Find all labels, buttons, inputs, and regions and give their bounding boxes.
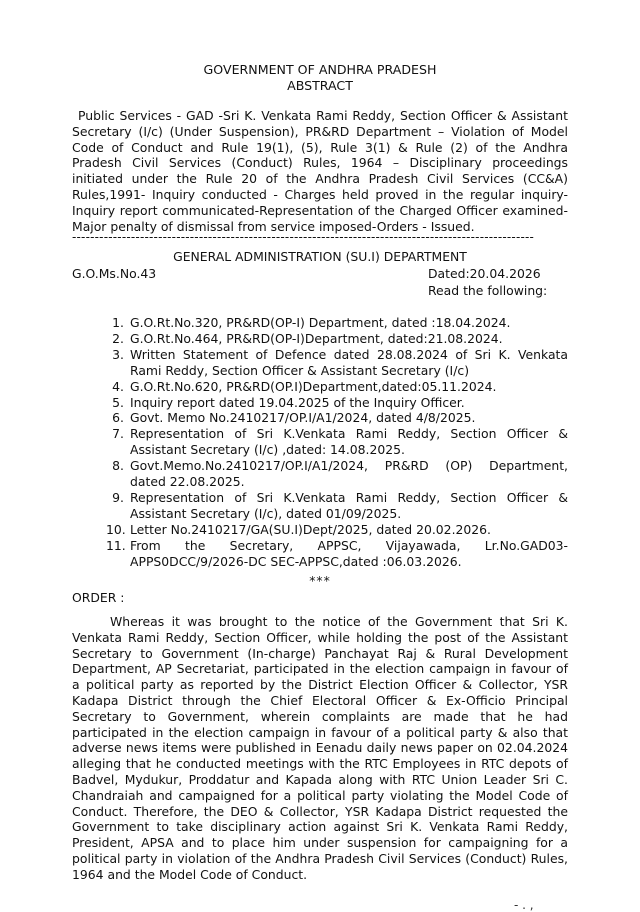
- government-title: GOVERNMENT OF ANDHRA PRADESH: [203, 62, 437, 77]
- reference-number: 3.: [112, 346, 124, 362]
- reference-number: 1.: [112, 315, 124, 330]
- reference-text: Representation of Sri K.Venkata Rami Reddy, Section Officer & Assistant Secretary (I/c), dated 01/09/2025.: [130, 489, 568, 521]
- department-name: GENERAL ADMINISTRATION (SU.I) DEPARTMENT: [173, 249, 467, 264]
- reference-text: Letter No.2410217/GA(SU.I)Dept/2025, dated 20.02.2026.: [130, 521, 491, 537]
- reference-number: 10.: [106, 521, 126, 537]
- order-label: ORDER :: [72, 590, 125, 605]
- reference-item: [106, 490, 568, 522]
- read-following-label: Read the following:: [428, 283, 548, 298]
- reference-text: G.O.Rt.No.620, PR&RD(OP.I)Department,dated:05.11.2024.: [130, 378, 497, 394]
- reference-item: [106, 410, 568, 426]
- reference-text: Govt.Memo.No.2410217/OP.I/A1/2024, PR&RD (OP) Department, dated 22.08.2025.: [130, 458, 568, 490]
- reference-text: G.O.Rt.No.464, PR&RD(OP-I)Department, dated:21.08.2024.: [130, 330, 503, 346]
- reference-item: [106, 426, 568, 458]
- references-list: [106, 315, 568, 570]
- reference-number: 6.: [112, 410, 124, 426]
- abstract-subject: Public Services - GAD -Sri K. Venkata Rami Reddy, Section Officer & Assistant Secretary (I/c) (Under Suspension), PR&RD Department – Violation of Model Code of Conduct and Rule 19(1), (5), Rule 3(1) & Rule (2) of the Andhra Pradesh Civil Services (Conduct) Rules, 1964 – Disciplinary proceedings initiated under the Rule 20 of the Andhra Pradesh Civil Services (CC&A) Rules,1991- Inquiry conducted - Charges held proved in the regular inquiry-Inquiry report communicated-Representation of the Charged Officer examined-Major penalty of dismissal from service imposed-Orders - Issued.: [72, 108, 568, 234]
- reference-number: 7.: [112, 426, 124, 442]
- reference-number: 2.: [112, 330, 124, 346]
- reference-item: [106, 458, 568, 490]
- reference-item: [106, 538, 568, 570]
- reference-text: Written Statement of Defence dated 28.08.2024 of Sri K. Venkata Rami Reddy, Section Officer & Assistant Secretary (I/c): [130, 346, 568, 378]
- reference-item: [106, 395, 568, 411]
- order-paragraph: Whereas it was brought to the notice of the Government that Sri K. Venkata Rami Reddy, Section Officer, while holding the post of the Assistant Secretary to Government (In-charge) Panchayat Raj & Rural Development Department, AP Secretariat, participated in the election campaign in favour of a political party as reported by the District Election Officer & Collector, YSR Kadapa District through the Chief Electoral Officer & Ex-Officio Principal Secretary to Government, wherein complaints are made that he had participated in the election campaign in favour of a political party & also that adverse news items were published in Eenadu daily news paper on 02.04.2024 alleging that he conducted meetings with the RTC Employees in RTC depots of Badvel, Mydukur, Proddatur and Kapada along with RTC Union Leader Sri C. Chandraiah and campaigned for a political party violating the Model Code of Conduct. Therefore, the DEO & Collector, YSR Kadapa District requested the Government to take disciplinary action against Sri K. Venkata Rami Reddy, President, APSA and to place him under suspension for campaigning for a political party in violation of the Andhra Pradesh Civil Services (Conduct) Rules, 1964 and the Model Code of Conduct.: [72, 614, 568, 882]
- go-number: G.O.Ms.No.43: [72, 266, 157, 281]
- abstract-label: ABSTRACT: [287, 78, 353, 93]
- reference-text: G.O.Rt.No.320, PR&RD(OP-I) Department, dated :18.04.2024.: [130, 315, 511, 330]
- reference-number: 11.: [106, 537, 126, 553]
- section-divider-stars: ***: [309, 573, 331, 588]
- reference-text: Representation of Sri K.Venkata Rami Reddy, Section Officer & Assistant Secretary (I/c) ,dated: 14.08.2025.: [130, 426, 568, 458]
- separator-line: ------------------------------------------------------------------------------------------------------: [72, 232, 535, 242]
- reference-number: 8.: [112, 458, 124, 474]
- reference-item: [106, 331, 568, 347]
- go-date: Dated:20.04.2026: [428, 266, 541, 281]
- reference-text: From the Secretary, APPSC, Vijayawada, Lr.No.GAD03-APPS0DCC/9/2026-DC SEC-APPSC,dated :06.03.2026.: [130, 537, 568, 569]
- reference-text: Govt. Memo No.2410217/OP.I/A1/2024, dated 4/8/2025.: [130, 410, 476, 426]
- reference-item: [106, 347, 568, 379]
- reference-number: 5.: [112, 394, 124, 410]
- reference-number: 9.: [112, 489, 124, 505]
- reference-number: 4.: [112, 378, 124, 394]
- reference-item: [106, 379, 568, 395]
- reference-text: Inquiry report dated 19.04.2025 of the Inquiry Officer.: [130, 394, 465, 410]
- reference-item: [106, 315, 568, 331]
- page-footer-mark: - . ,: [514, 898, 534, 912]
- reference-item: [106, 522, 568, 538]
